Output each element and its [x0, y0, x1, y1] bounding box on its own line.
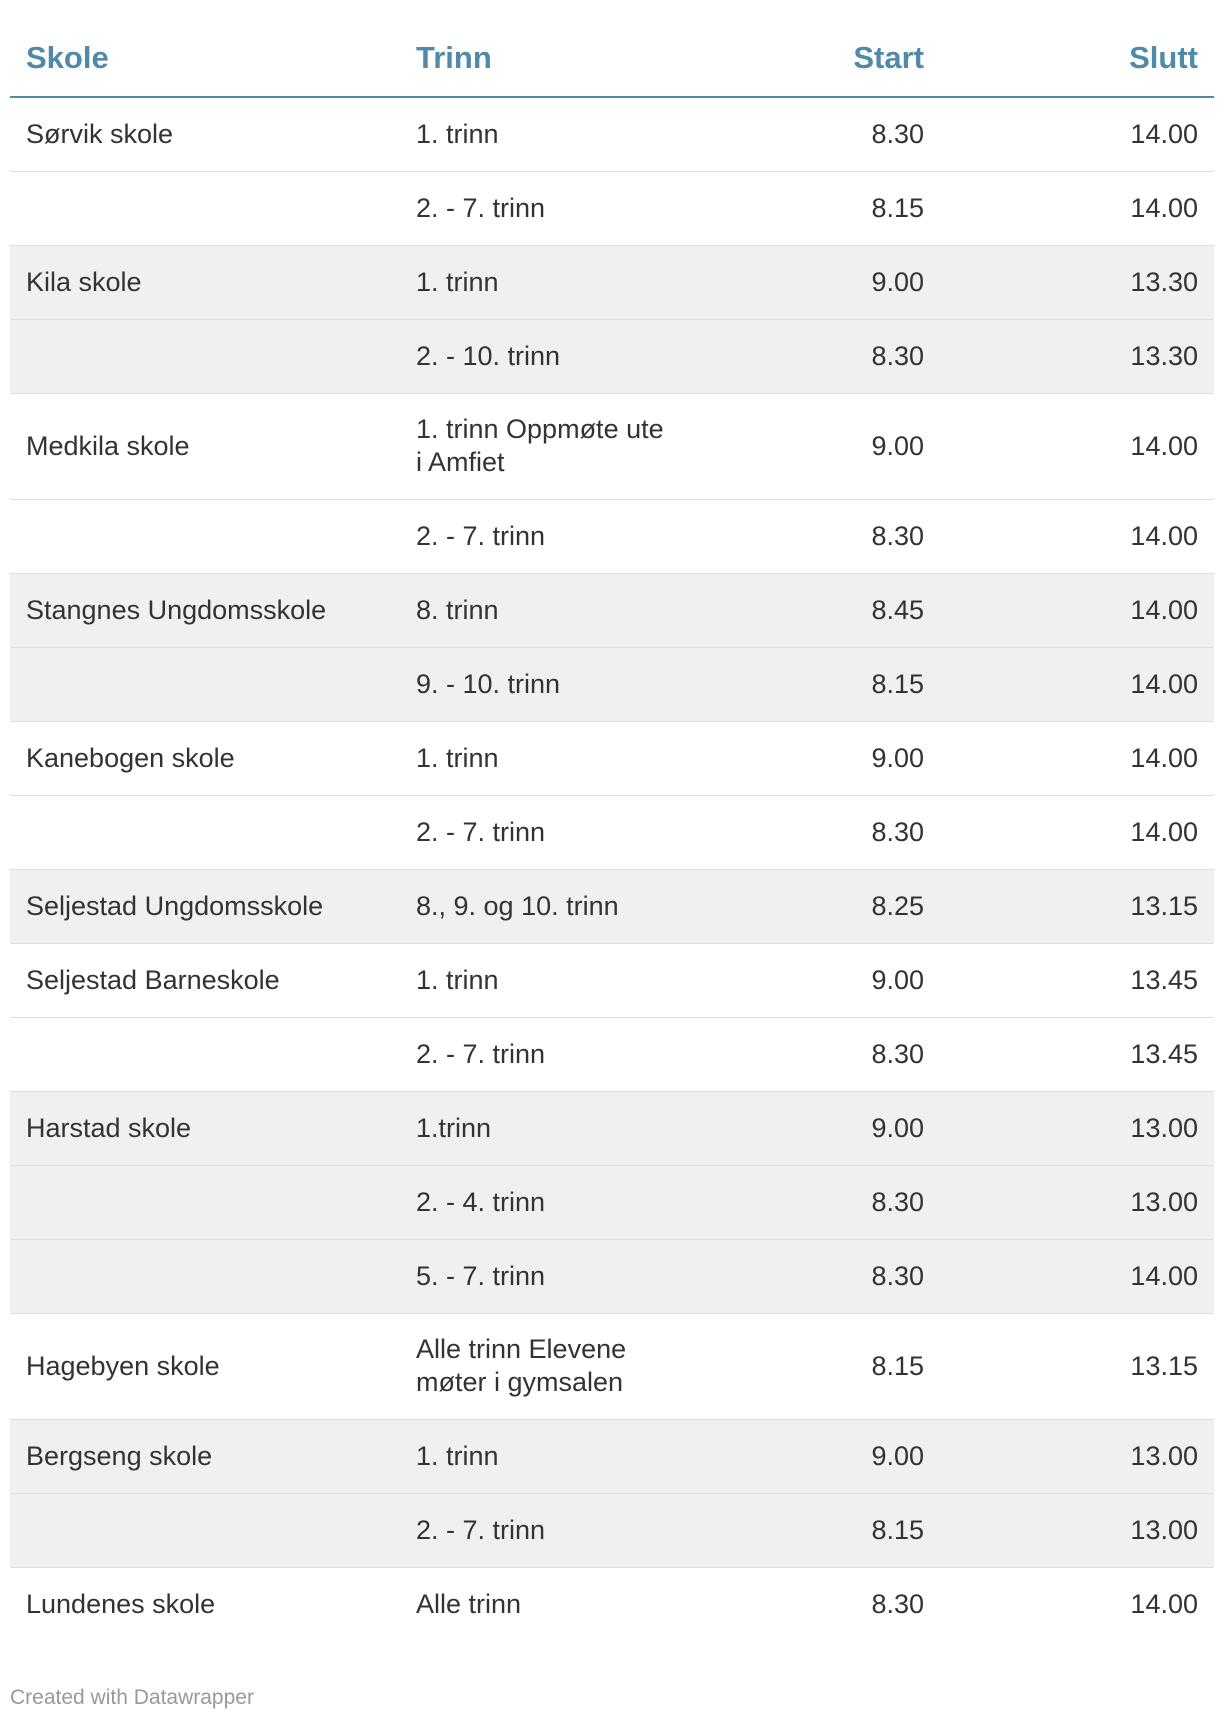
table-row [10, 573, 1214, 647]
cell-start: 8.15 [730, 1493, 940, 1567]
cell-slutt: 14.00 [940, 499, 1214, 573]
cell-trinn: 1. trinn [400, 245, 730, 319]
cell-skole [10, 795, 400, 869]
table-row [10, 795, 1214, 869]
datawrapper-credit[interactable]: Created with Datawrapper [10, 1686, 254, 1709]
cell-skole [10, 499, 400, 573]
cell-start: 9.00 [730, 393, 940, 499]
cell-slutt: 14.00 [940, 721, 1214, 795]
cell-skole [10, 171, 400, 245]
cell-slutt: 14.00 [940, 97, 1214, 171]
cell-skole: Lundenes skole [26, 1588, 216, 1619]
cell-trinn: 2. - 7. trinn [400, 171, 730, 245]
cell-start: 9.00 [730, 1419, 940, 1493]
table-row [10, 97, 1214, 171]
table-row [10, 171, 1214, 245]
table-row [10, 499, 1214, 573]
cell-trinn: 2. - 7. trinn [400, 795, 730, 869]
table-row [10, 1419, 1214, 1493]
school-schedule-table [10, 20, 1214, 1641]
cell-skole: Seljestad Ungdomsskole [10, 869, 400, 943]
table-row [10, 245, 1214, 319]
cell-start: 8.15 [730, 1313, 940, 1419]
column-header-slutt[interactable]: Slutt [940, 20, 1214, 97]
cell-start: 8.45 [730, 573, 940, 647]
table-row [10, 943, 1214, 1017]
cell-skole [10, 1165, 400, 1239]
cell-slutt: 13.00 [940, 1165, 1214, 1239]
cell-skole: Kanebogen skole [10, 721, 400, 795]
cell-slutt: 13.45 [940, 943, 1214, 1017]
cell-start: 8.30 [730, 1239, 940, 1313]
cell-slutt: 14.00 [940, 647, 1214, 721]
table-row [10, 721, 1214, 795]
cell-skole: Stangnes Ungdomsskole [10, 573, 400, 647]
cell-trinn: 1.trinn [400, 1091, 730, 1165]
cell-skole: Sørvik skole [10, 97, 400, 171]
cell-trinn: 1. trinn [400, 721, 730, 795]
cell-trinn: Alle trinn [416, 1588, 522, 1619]
cell-skole [10, 1239, 400, 1313]
cell-skole [10, 319, 400, 393]
cell-slutt: 13.15 [940, 1313, 1214, 1419]
cell-trinn: 5. - 7. trinn [400, 1239, 730, 1313]
cell-skole [10, 1017, 400, 1091]
cell-skole: Harstad skole [10, 1091, 400, 1165]
cell-skole: Medkila skole [10, 393, 400, 499]
cell-trinn: 2. - 10. trinn [400, 319, 730, 393]
cell-trinn: 2. - 7. trinn [400, 1017, 730, 1091]
cell-slutt: 13.45 [940, 1017, 1214, 1091]
cell-start: 9.00 [730, 1091, 940, 1165]
cell-start: 9.00 [730, 721, 940, 795]
table-row [10, 1091, 1214, 1165]
cell-trinn: 8., 9. og 10. trinn [400, 869, 730, 943]
cell-slutt: 14.00 [940, 795, 1214, 869]
cell-slutt: 13.00 [940, 1419, 1214, 1493]
cell-slutt: 14.00 [1130, 1588, 1198, 1619]
table-row [10, 1313, 1214, 1419]
cell-start: 9.00 [730, 943, 940, 1017]
cell-start: 9.00 [730, 245, 940, 319]
cell-skole [10, 647, 400, 721]
cell-slutt: 13.30 [940, 245, 1214, 319]
cell-trinn: 1. trinn [400, 1419, 730, 1493]
table-row [10, 647, 1214, 721]
cell-skole: Hagebyen skole [10, 1313, 400, 1419]
cell-slutt: 13.15 [940, 869, 1214, 943]
table-row [10, 319, 1214, 393]
cell-start: 8.30 [730, 97, 940, 171]
cell-skole: Kila skole [10, 245, 400, 319]
cell-slutt: 14.00 [940, 171, 1214, 245]
column-header-skole[interactable]: Skole [10, 20, 400, 97]
cell-skole: Bergseng skole [10, 1419, 400, 1493]
table-row [10, 393, 1214, 499]
cell-start: 8.30 [730, 499, 940, 573]
cell-slutt: 14.00 [940, 393, 1214, 499]
cell-trinn: 1. trinn [400, 943, 730, 1017]
cell-trinn: 2. - 4. trinn [400, 1165, 730, 1239]
cell-start: 8.15 [730, 171, 940, 245]
school-schedule-table-container [10, 20, 1214, 1641]
cell-start: 8.15 [730, 647, 940, 721]
cell-slutt: 13.00 [940, 1091, 1214, 1165]
table-row [10, 869, 1214, 943]
cell-slutt: 13.00 [940, 1493, 1214, 1567]
cell-start: 8.30 [730, 1017, 940, 1091]
cell-trinn: 1. trinn Oppmøte ute i Amfiet [400, 393, 730, 499]
column-header-start[interactable]: Start [730, 20, 940, 97]
cell-slutt: 13.30 [940, 319, 1214, 393]
cell-start: 8.25 [730, 869, 940, 943]
cell-skole [10, 1493, 400, 1567]
cell-start: 8.30 [871, 1588, 924, 1619]
cell-start: 8.30 [730, 319, 940, 393]
cell-trinn: 8. trinn [400, 573, 730, 647]
cell-skole: Seljestad Barneskole [10, 943, 400, 1017]
cell-slutt: 14.00 [940, 1239, 1214, 1313]
column-header-trinn[interactable]: Trinn [400, 20, 730, 97]
cell-trinn: Alle trinn Elevene møter i gymsalen [400, 1313, 730, 1419]
table-row [10, 1165, 1214, 1239]
cell-trinn: 2. - 7. trinn [400, 499, 730, 573]
cell-slutt: 14.00 [940, 573, 1214, 647]
cell-trinn: 2. - 7. trinn [400, 1493, 730, 1567]
cell-start: 8.30 [730, 1165, 940, 1239]
cell-trinn: 1. trinn [400, 97, 730, 171]
table-row [10, 1017, 1214, 1091]
table-header-row [10, 20, 1214, 97]
table-row [10, 1239, 1214, 1313]
table-row [10, 1567, 1214, 1641]
cell-trinn: 9. - 10. trinn [400, 647, 730, 721]
cell-start: 8.30 [730, 795, 940, 869]
table-row [10, 1493, 1214, 1567]
